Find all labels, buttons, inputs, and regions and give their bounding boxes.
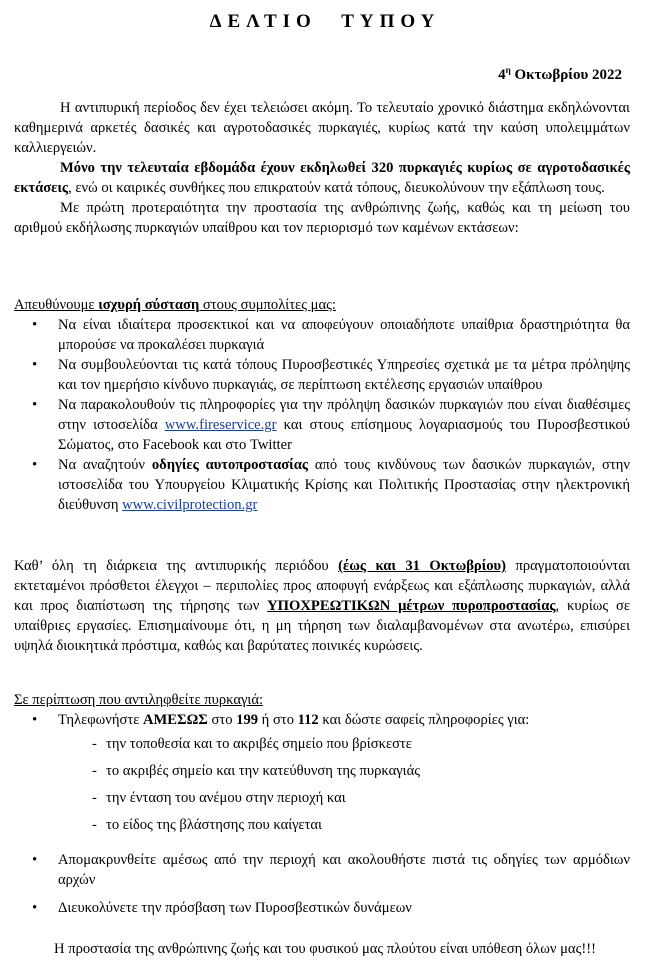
rec3-post: και στους επίσημους λογαριασμούς του Πυροσβεστικού Σώματος, στο Facebook και στο Twitter [58,417,631,453]
intro-emphasis: Μόνο την τελευταία εβδομάδα έχουν εκδηλωθεί 320 πυρκαγιές κυρίως σε αγροτοδασικές εκτάσεις [14,160,630,196]
rec-heading-post: στους συμπολίτες μας: [199,297,336,313]
recommendation-item [14,455,630,515]
recommendations-list [14,315,630,515]
emergency-heading [14,690,630,710]
call-info-item: - την ένταση του ανέμου στην περιοχή και [14,788,630,815]
emergency-item: • Διευκολύνετε την πρόσβαση των Πυροσβεστικών δυνάμεων [14,898,630,918]
emergency-list [14,710,630,918]
checks-mandatory: ΥΠΟΧΡΕΩΤΙΚΩΝ μέτρων πυροπροστασίας [267,598,556,614]
fireservice-link[interactable]: www.fireservice.gr [164,417,277,433]
call-mid1: στο [207,712,237,728]
recommendation-item: • Να συμβουλεύονται τις κατά τόπους Πυροσβεστικές Υπηρεσίες σχετικά με τα μέτρα πρόληψης και τον ημερήσιο κίνδυνο πυρκαγιάς, σε περίπτωση εκτέλεσης εργασιών υπαίθρου [14,355,630,395]
emergency-heading-text: Σε περίπτωση που αντιληφθείτε πυρκαγιά: [14,692,264,708]
checks-paragraph [14,556,630,656]
emergency-item: • Απομακρυνθείτε αμέσως από την περιοχή και ακολουθήστε πιστά τις οδηγίες των αρμόδιων αρχών [14,850,630,890]
intro-paragraph-1: Η αντιπυρική περίοδος δεν έχει τελειώσει ακόμη. Το τελευταίο χρονικό διάστημα εκδηλώνονται καθημερινά αρκετές δασικές και αγροτοδασικές πυρκαγιές, κυρίως κατά την καύση υπολειμμάτων καλλιεργειών. [14,100,630,156]
intro-paragraph-2 [14,158,630,198]
call-info-item: - την τοποθεσία και το ακριβές σημείο που βρίσκεστε [14,734,630,761]
call-info-list [14,734,630,842]
recommendations-section [14,295,630,515]
checks-post: , κυρίως σε υπαίθριες εργασίες. Επισημαίνουμε ότι, η μη τήρηση των διαλαμβανομένων στα ανωτέρω, επισύρει υψηλά διοικητικά πρόστιμα, καθώς και βαρύτατες ποινικές κυρώσεις. [14,598,630,654]
emergency-section [14,690,630,918]
intro-paragraph-2-rest: , ενώ οι καιρικές συνθήκες που επικρατούν κατά τόπους, διευκολύνουν την εξάπλωση τους. [68,180,605,196]
recommendation-item [14,395,630,455]
checks-pre: Καθ’ όλη τη διάρκεια της αντιπυρικής περιόδου [14,558,339,574]
call-info-item: - το είδος της βλάστησης που καίγεται [14,815,630,842]
date-day: 4 [498,67,506,83]
release-date [498,60,622,85]
rec-heading-strong: ισχυρή σύσταση [98,297,200,313]
call-mid2: ή στο [258,712,298,728]
call-number-199: 199 [236,712,259,728]
date-month-year: Οκτωβρίου 2022 [514,67,622,83]
document-title: ΔΕΛΤΙΟ ΤΥΠΟΥ [209,11,441,32]
recommendation-item: • Να είναι ιδιαίτερα προσεκτικοί και να αποφεύγουν οποιαδήποτε υπαίθρια δραστηριότητα θα μπορούσε να προκαλέσει πυρκαγιά [14,315,630,355]
recommendations-heading [14,295,630,315]
call-pre: Τηλεφωνήστε [58,712,143,728]
checks-mid: πραγματοποιούνται εκτεταμένοι πρόσθετοι έλεγχοι – περιπολίες προς αποφυγή ενάρξεως και εξάπλωσης πυρκαγιών, αλλά και προς διαπίστωση της τήρησης των [14,558,630,614]
rec4-mid: από τους κινδύνους των δασικών πυρκαγιών, στην ιστοσελίδα του Υπουργείου Κλιματικής Κρίσης και Πολιτικής Προστασίας στην ηλεκτρονική διεύθυνση [58,457,630,513]
checks-section [14,556,630,656]
intro-section [14,98,630,238]
civilprotection-link[interactable]: www.civilprotection.gr [122,497,258,513]
rec3-pre: Να παρακολουθούν τις πληροφορίες για την πρόληψη δασικών πυρκαγιών που είναι διαθέσιμες στην ιστοσελίδα [58,397,630,433]
rec-heading-pre: Απευθύνουμε [14,297,99,313]
rec4-pre: Να αναζητούν [58,457,152,473]
call-immediately: ΑΜΕΣΩΣ [142,712,208,728]
date-suffix: η [505,65,511,75]
rec4-bold: οδηγίες αυτοπροστασίας [151,457,309,473]
call-post: και δώστε σαφείς πληροφορίες για: [318,712,530,728]
call-info-item: - το ακριβές σημείο και την κατεύθυνση της πυρκαγιάς [14,761,630,788]
emergency-item-call [14,710,630,842]
checks-period: (έως και 31 Οκτωβρίου) [338,558,506,574]
call-number-112: 112 [297,712,319,728]
closing-statement: Η προστασία της ανθρώπινης ζωής και του φυσικού μας πλούτου είναι υπόθεση όλων μας!!! [54,941,596,957]
intro-paragraph-3: Με πρώτη προτεραιότητα την προστασία της ανθρώπινης ζωής, καθώς και τη μείωση του αριθμού εκδήλωσης πυρκαγιών υπαίθρου και τον περιορισμό των καμένων εκτάσεων: [14,200,630,236]
